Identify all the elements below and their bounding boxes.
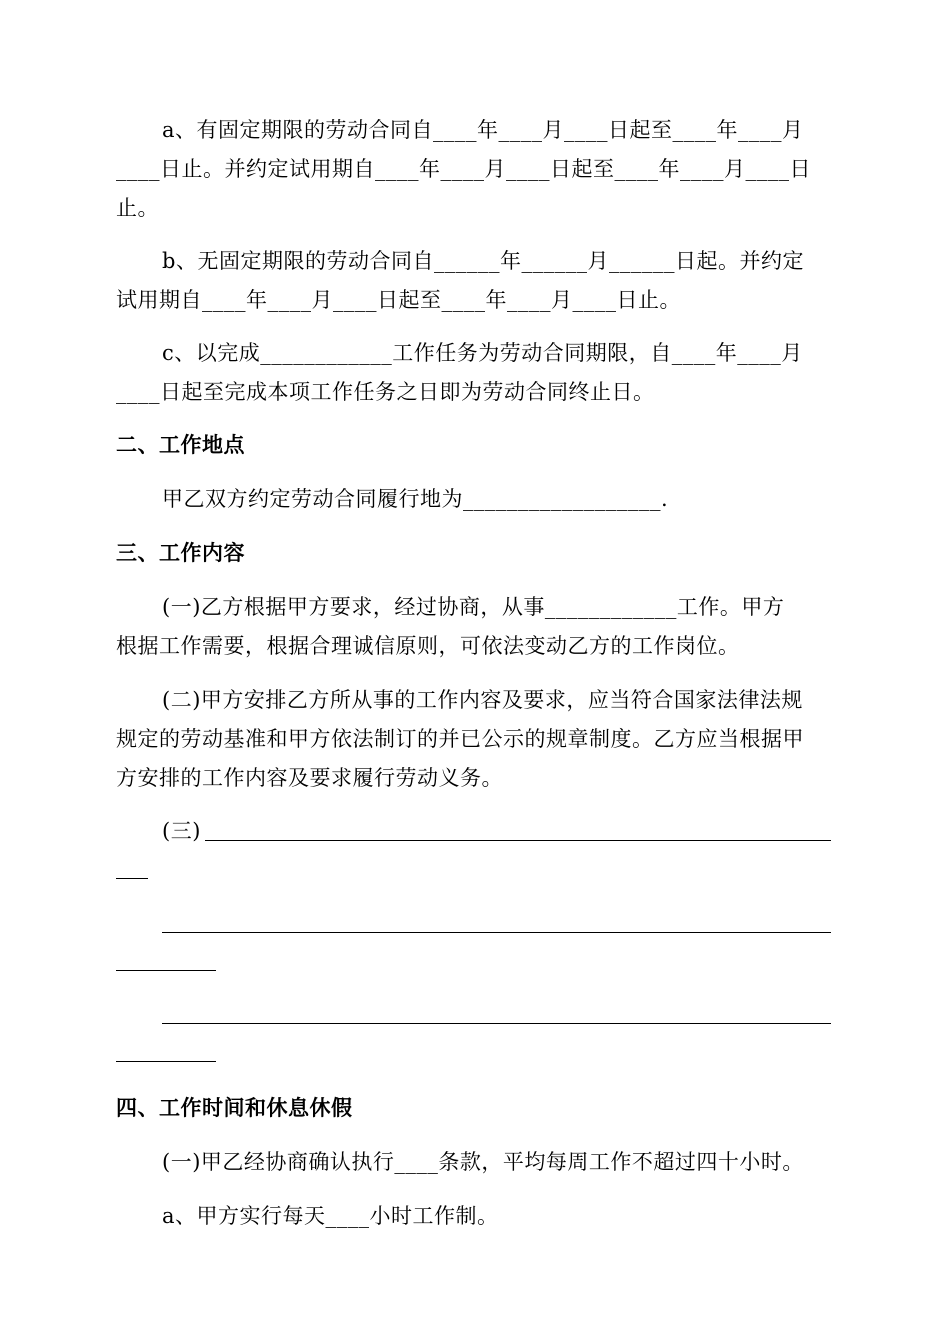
clause-a-line-2: ____日止。并约定试用期自____年____月____日起至____年____月____日: [116, 157, 811, 181]
section-heading-working-hours: 四、工作时间和休息休假: [116, 1096, 353, 1120]
blank-line-3-1: [205, 840, 831, 841]
work-content-2-line-1: (二)甲方安排乙方所从事的工作内容及要求，应当符合国家法律法规: [162, 688, 803, 712]
section-heading-work-location: 二、工作地点: [116, 433, 245, 457]
clause-a-line-1: a、有固定期限的劳动合同自____年____月____日起至____年____月: [162, 118, 804, 142]
work-content-1-line-1: (一)乙方根据甲方要求，经过协商，从事____________工作。甲方: [162, 595, 785, 619]
blank-line-3-2-tail: [116, 970, 216, 971]
clause-b-line-2: 试用期自____年____月____日起至____年____月____日止。: [116, 288, 681, 312]
section-heading-work-content: 三、工作内容: [116, 541, 245, 565]
blank-line-3-3-tail: [116, 1061, 216, 1062]
work-location-text: 甲乙双方约定劳动合同履行地为__________________.: [162, 487, 669, 511]
blank-line-3-1-tail: [116, 878, 148, 879]
clause-c-line-1: c、以完成____________工作任务为劳动合同期限，自____年____月: [162, 341, 803, 365]
clause-b-line-1: b、无固定期限的劳动合同自______年______月______日起。并约定: [162, 249, 804, 273]
clause-a-line-3: 止。: [116, 196, 159, 220]
blank-line-3-3: [162, 1023, 831, 1024]
blank-line-3-2: [162, 932, 831, 933]
work-content-2-line-2: 规定的劳动基准和甲方依法制订的并已公示的规章制度。乙方应当根据甲: [116, 727, 804, 751]
working-hours-1: (一)甲乙经协商确认执行____条款，平均每周工作不超过四十小时。: [162, 1150, 804, 1174]
clause-c-line-2: ____日起至完成本项工作任务之日即为劳动合同终止日。: [116, 380, 655, 404]
working-hours-a: a、甲方实行每天____小时工作制。: [162, 1204, 499, 1228]
work-content-1-line-2: 根据工作需要，根据合理诚信原则，可依法变动乙方的工作岗位。: [116, 634, 740, 658]
work-content-2-line-3: 方安排的工作内容及要求履行劳动义务。: [116, 766, 503, 790]
work-content-3-label: (三): [162, 819, 201, 843]
